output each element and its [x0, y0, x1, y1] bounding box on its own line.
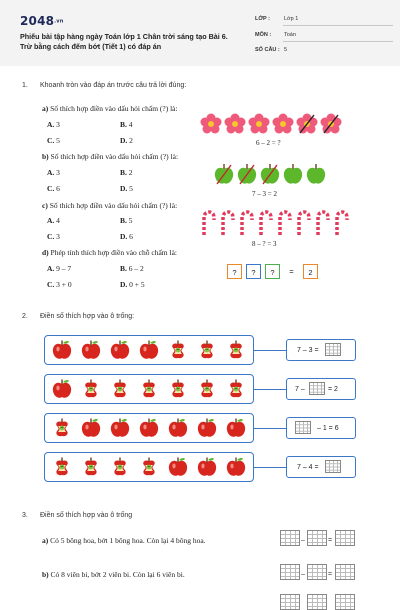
blank-grid[interactable] — [309, 382, 325, 395]
flower-icon — [272, 113, 294, 135]
blank-grid[interactable] — [325, 460, 341, 473]
blank-grid[interactable] — [280, 564, 300, 580]
apple-core-icon — [168, 379, 188, 399]
part-b-prompt: b) Số thích hợp điền vào dấu hỏi chấm (?) là: — [42, 152, 179, 161]
equals-sign: = — [328, 537, 333, 544]
candy-cane-icon — [276, 208, 294, 236]
apple-core-icon — [81, 457, 101, 477]
option-c[interactable]: C. 5 — [47, 136, 60, 145]
flower-icon — [224, 113, 246, 135]
answer-card — [286, 339, 356, 361]
blank-grid[interactable] — [280, 594, 300, 610]
red-apple-icon — [52, 340, 72, 360]
option-a[interactable]: A. 3 — [47, 120, 60, 129]
apple-core-icon — [197, 379, 217, 399]
apple-row — [52, 379, 246, 399]
document-header — [0, 0, 400, 66]
question-text: Khoanh tròn vào đáp án trước câu trả lời đúng: — [40, 82, 187, 89]
meta-key: LỚP : — [255, 16, 270, 22]
apple-core-icon — [52, 418, 72, 438]
meta-key: MÔN : — [255, 32, 272, 38]
apple-row — [52, 457, 246, 477]
meta-subject — [255, 32, 395, 44]
apple-core-icon — [226, 379, 246, 399]
meta-underline — [283, 25, 393, 26]
red-apple-icon — [168, 418, 188, 438]
option-d[interactable]: D. 0 + 5 — [120, 280, 145, 289]
apple-core-icon — [168, 340, 188, 360]
candy-cane-icon — [219, 208, 237, 236]
meta-value: Lớp 1 — [284, 16, 299, 22]
green-apple-icon — [306, 163, 326, 185]
equation-c: 8 – ? = 3 — [252, 240, 277, 248]
option-c[interactable]: C. 3 — [47, 232, 60, 241]
question-number: 1. — [22, 82, 28, 89]
part-text: Số thích hợp điền vào dấu hỏi chấm (?) là: — [50, 104, 178, 113]
red-apple-icon — [110, 418, 130, 438]
minus-sign: – — [301, 571, 305, 578]
document-title: Phiếu bài tập hàng ngày Toán lớp 1 Chân trời sáng tạo Bài 6. Trừ bằng cách đếm bớt (Tiết 1) có đáp án — [20, 32, 228, 51]
option-b[interactable]: B. 4 — [120, 120, 133, 129]
green-apple-crossed-icon — [214, 163, 234, 185]
red-apple-icon — [226, 457, 246, 477]
candy-cane-icon — [295, 208, 313, 236]
equation-text: – 1 = 6 — [317, 425, 339, 432]
blank-grid[interactable] — [335, 594, 355, 610]
flower-crossed-icon — [320, 113, 342, 135]
meta-underline — [283, 41, 393, 42]
answer-box[interactable]: ? — [227, 264, 242, 279]
equals-sign: = — [284, 264, 299, 279]
meta-value: 5 — [284, 47, 288, 53]
green-apple-row — [214, 163, 326, 185]
meta-key: SỐ CÂU : — [255, 47, 280, 53]
green-apple-icon — [283, 163, 303, 185]
blank-grid[interactable] — [280, 530, 300, 546]
flower-icon — [200, 113, 222, 135]
option-d[interactable]: D. 6 — [120, 232, 133, 241]
apple-core-icon — [226, 340, 246, 360]
apple-row — [52, 418, 246, 438]
connector-line — [254, 428, 286, 429]
option-a[interactable]: A. 4 — [47, 216, 60, 225]
flower-picture-row — [200, 113, 342, 135]
equation-text: 7 – 4 = — [297, 464, 319, 471]
option-b[interactable]: B. 2 — [120, 168, 133, 177]
option-c[interactable]: C. 3 + 0 — [47, 280, 72, 289]
green-apple-crossed-icon — [260, 163, 280, 185]
blank-grid[interactable] — [335, 564, 355, 580]
answer-card — [286, 378, 356, 400]
equation-a: 6 – 2 = ? — [256, 139, 281, 147]
option-a[interactable]: A. 9 – 7 — [47, 264, 72, 273]
red-apple-icon — [139, 340, 159, 360]
equation-b: 7 – 3 = 2 — [252, 190, 277, 198]
answer-box[interactable]: ? — [246, 264, 261, 279]
candy-cane-icon — [257, 208, 275, 236]
question-2-title: 2. Điền số thích hợp vào ô trống: — [22, 313, 135, 320]
meta-count — [255, 47, 395, 59]
red-apple-icon — [81, 340, 101, 360]
apple-row — [52, 340, 246, 360]
apple-frame — [44, 452, 254, 482]
red-apple-icon — [81, 418, 101, 438]
apple-core-icon — [81, 379, 101, 399]
green-apple-crossed-icon — [237, 163, 257, 185]
apple-core-icon — [110, 457, 130, 477]
option-d[interactable]: D. 2 — [120, 136, 133, 145]
candy-cane-icon — [200, 208, 218, 236]
blank-grid[interactable] — [307, 530, 327, 546]
result-box: 2 — [303, 264, 318, 279]
red-apple-icon — [139, 418, 159, 438]
apple-core-icon — [110, 379, 130, 399]
part-a-prompt — [42, 104, 178, 113]
red-apple-icon — [110, 340, 130, 360]
option-c[interactable]: C. 6 — [47, 184, 60, 193]
meta-class — [255, 16, 395, 28]
apple-frame — [44, 413, 254, 443]
option-b[interactable]: B. 6 – 2 — [120, 264, 144, 273]
red-apple-icon — [197, 457, 217, 477]
answer-card — [286, 456, 356, 478]
blank-grid[interactable] — [325, 343, 341, 356]
meta-value: Toán — [284, 32, 296, 38]
connector-line — [254, 389, 286, 390]
apple-core-icon — [139, 457, 159, 477]
flower-icon — [248, 113, 270, 135]
part-c-prompt: c) Số thích hợp điền vào dấu hỏi chấm (?) là: — [42, 201, 178, 210]
candy-cane-icon — [238, 208, 256, 236]
site-logo[interactable] — [20, 14, 64, 28]
option-d[interactable]: D. 5 — [120, 184, 133, 193]
minus-sign: – — [301, 537, 305, 544]
logo-text: 2048 — [20, 14, 55, 28]
connector-line — [254, 467, 286, 468]
apple-frame — [44, 374, 254, 404]
candy-cane-row — [200, 208, 351, 236]
equation-text: = 2 — [328, 386, 338, 393]
q3-item-a: a) Có 5 bông hoa, bớt 1 bông hoa. Còn lại 4 bông hoa. — [42, 536, 206, 545]
apple-frame — [44, 335, 254, 365]
blank-grid[interactable] — [335, 530, 355, 546]
answer-card — [286, 417, 356, 439]
candy-cane-icon — [333, 208, 351, 236]
equation-text: 7 – 3 = — [297, 347, 319, 354]
red-apple-icon — [197, 418, 217, 438]
apple-core-icon — [139, 379, 159, 399]
apple-core-icon — [52, 457, 72, 477]
red-apple-icon — [52, 379, 72, 399]
question-3-title: 3. Điền số thích hợp vào ô trống — [22, 512, 133, 519]
red-apple-icon — [168, 457, 188, 477]
part-label: a) — [42, 104, 49, 113]
q3-item-b: b) Có 8 viên bi, bớt 2 viên bi. Còn lại 6 viên bi. — [42, 570, 185, 579]
blank-grid[interactable] — [307, 564, 327, 580]
candy-cane-icon — [314, 208, 332, 236]
equation-text: 7 – — [295, 386, 305, 393]
connector-line — [254, 350, 286, 351]
flower-crossed-icon — [296, 113, 318, 135]
blank-grid[interactable] — [295, 421, 311, 434]
equals-sign: = — [328, 571, 333, 578]
blank-grid[interactable] — [307, 594, 327, 610]
question-1-title — [22, 82, 186, 89]
answer-box[interactable]: ? — [265, 264, 280, 279]
option-a[interactable]: A. 3 — [47, 168, 60, 177]
option-b[interactable]: B. 5 — [120, 216, 133, 225]
red-apple-icon — [226, 418, 246, 438]
apple-core-icon — [197, 340, 217, 360]
part-d-prompt: d) Phép tính thích hợp điền vào chỗ chấm là: — [42, 248, 177, 257]
logo-suffix: .vn — [54, 18, 64, 25]
